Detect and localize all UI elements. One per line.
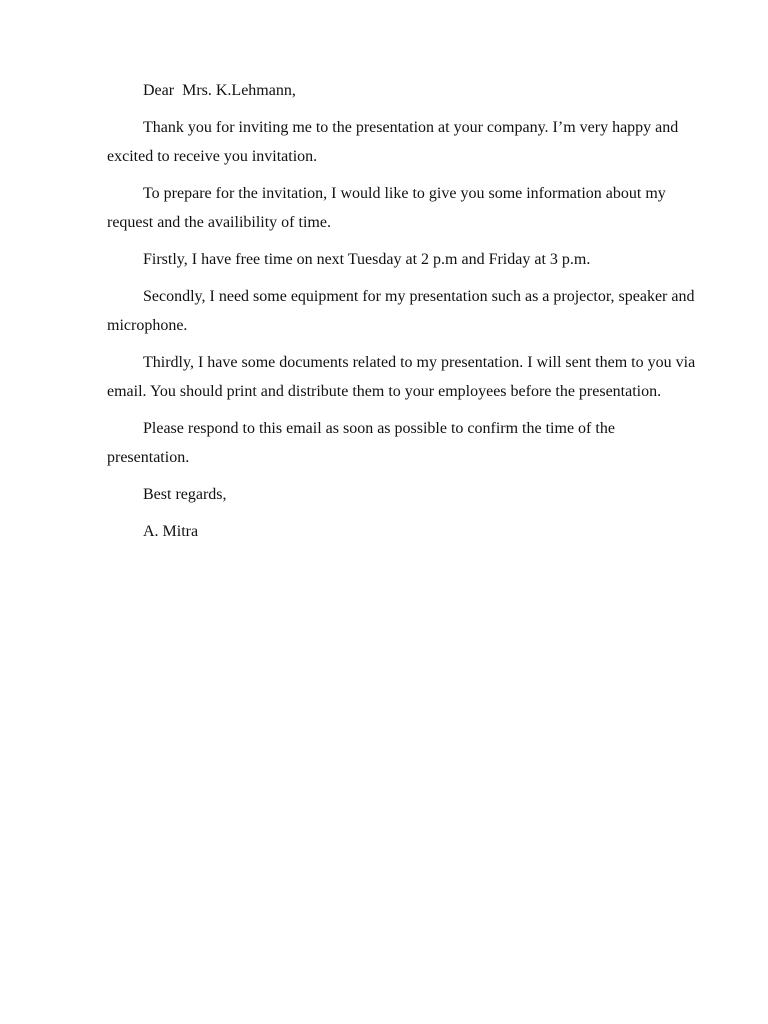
paragraph-thirdly: Thirdly, I have some documents related to my presentation. I will sent them to you via email. You should print and distribute them to your employees before the presentation.	[107, 354, 700, 400]
letter-body	[107, 76, 701, 554]
paragraph-respond: Please respond to this email as soon as possible to confirm the time of the presentation.	[107, 420, 619, 466]
salutation: Dear Mrs. K.Lehmann,	[143, 82, 296, 99]
closing: Best regards,	[143, 486, 227, 503]
paragraph-secondly: Secondly, I need some equipment for my presentation such as a projector, speaker and microphone.	[107, 288, 699, 334]
paragraph-firstly: Firstly, I have free time on next Tuesday at 2 p.m and Friday at 3 p.m.	[143, 251, 591, 268]
signature: A. Mitra	[143, 523, 199, 540]
paragraph-prepare: To prepare for the invitation, I would like to give you some information about my request and the availibility of time.	[107, 185, 670, 231]
paragraph-thanks: Thank you for inviting me to the presentation at your company. I’m very happy and excited to receive you invitation.	[107, 119, 683, 165]
